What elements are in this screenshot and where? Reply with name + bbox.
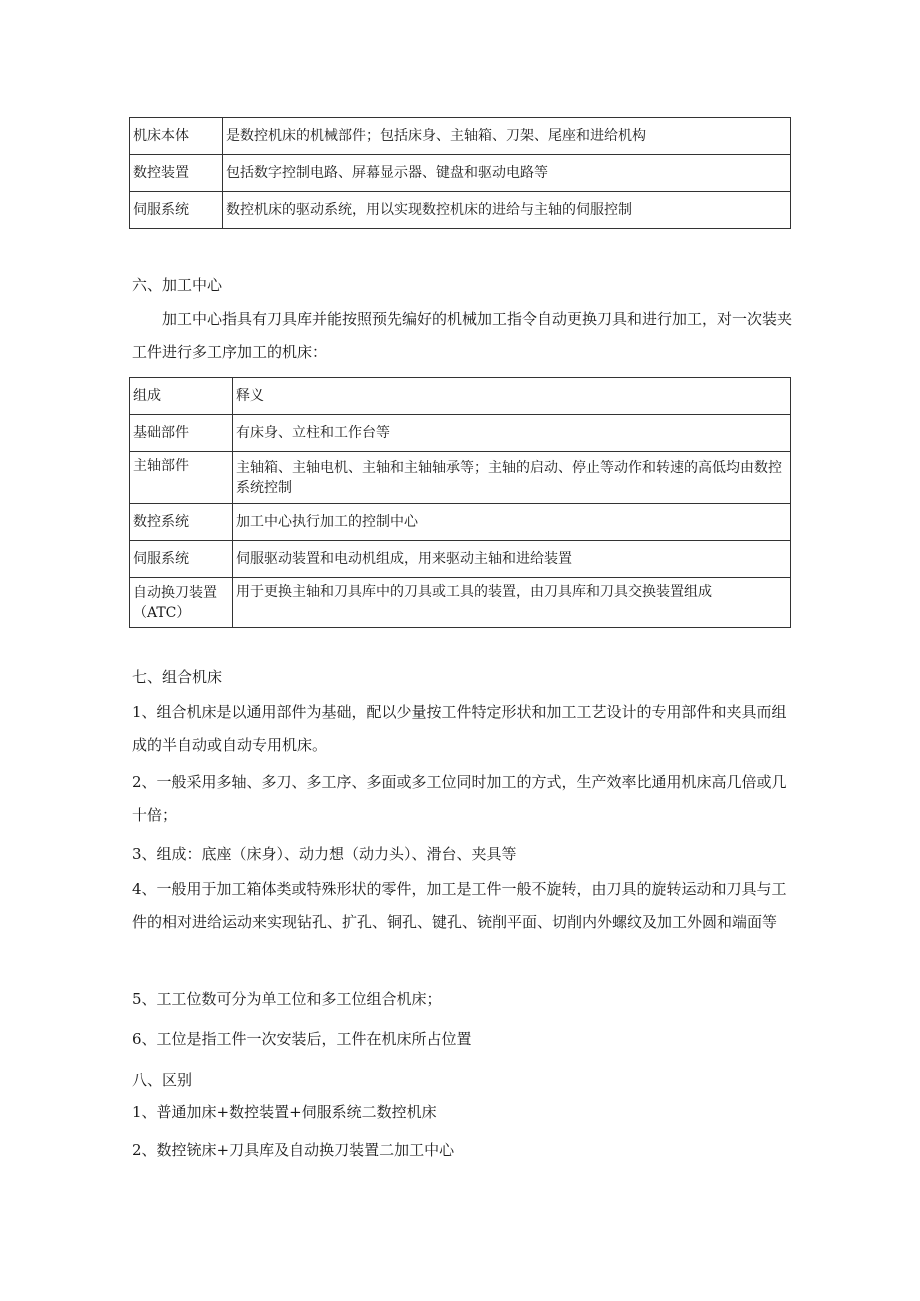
table-cell-desc: 有床身、立柱和工作台等 xyxy=(233,415,791,452)
table-row xyxy=(130,192,791,229)
table-cell-name: 主轴部件 xyxy=(130,452,233,504)
table-header-row xyxy=(130,378,791,415)
section-7-item: 2、一般采用多轴、多刀、多工序、多面或多工位同时加工的方式，生产效率比通用机床高几倍或几十倍； xyxy=(132,773,787,824)
section-7-item: 1、组合机床是以通用部件为基础，配以少量按工件特定形状和加工工艺设计的专用部件和夹具而组成的半自动或自动专用机床。 xyxy=(132,703,787,754)
table-row xyxy=(130,118,791,155)
section-8-heading: 八、区别 xyxy=(132,1071,193,1089)
section-8-item: 2、数控铳床+刀具库及自动换刀装置二加工中心 xyxy=(132,1141,455,1159)
table-cell-desc: 主轴箱、主轴电机、主轴和主轴轴承等；主轴的启动、停止等动作和转速的高低均由数控系统控制 xyxy=(233,452,791,504)
table-header-desc: 释义 xyxy=(233,378,791,415)
table-cell-desc: 伺服驱动装置和电动机组成，用来驱动主轴和进给装置 xyxy=(233,541,791,578)
table-cell-name: 数控装置 xyxy=(130,155,223,192)
table-cell-name: 自动换刀装置（ATC） xyxy=(130,578,233,628)
table-cell-name: 基础部件 xyxy=(130,415,233,452)
section-8-item: 1、普通加床+数控装置+伺服系统二数控机床 xyxy=(132,1103,437,1121)
table-cell-desc: 加工中心执行加工的控制中心 xyxy=(233,504,791,541)
section-7-item: 4、一般用于加工箱体类或特殊形状的零件，加工是工件一般不旋转，由刀具的旋转运动和刀具与工件的相对进给运动来实现钻孔、扩孔、铜孔、键孔、铳削平面、切削内外螺纹及加工外圆和端面等 xyxy=(132,880,787,931)
section-7-item: 6、工位是指工件一次安装后，工件在机床所占位置 xyxy=(132,1030,472,1048)
section-7-item: 3、组成：底座（床身）、动力想（动力头）、滑台、夹具等 xyxy=(132,845,517,863)
table-cell-name: 机床本体 xyxy=(130,118,223,155)
section-7-heading: 七、组合机床 xyxy=(132,668,223,686)
table-cell-desc: 是数控机床的机械部件；包括床身、主轴箱、刀架、尾座和进给机构 xyxy=(223,118,791,155)
table-row xyxy=(130,541,791,578)
section-6-heading: 六、加工中心 xyxy=(132,276,223,294)
machining-center-table xyxy=(129,377,791,628)
section-6-intro: 加工中心指具有刀具库并能按照预先编好的机械加工指令自动更换刀具和进行加工，对一次装夹工件进行多工序加工的机床： xyxy=(132,310,793,361)
table-header-name: 组成 xyxy=(130,378,233,415)
table-row xyxy=(130,504,791,541)
table-cell-desc: 用于更换主轴和刀具库中的刀具或工具的装置，由刀具库和刀具交换装置组成 xyxy=(233,578,791,628)
table-row xyxy=(130,452,791,504)
table-row xyxy=(130,415,791,452)
table-cell-desc: 包括数字控制电路、屏幕显示器、键盘和驱动电路等 xyxy=(223,155,791,192)
table-row xyxy=(130,578,791,628)
cnc-components-table xyxy=(129,117,791,229)
table-cell-desc: 数控机床的驱动系统，用以实现数控机床的进给与主轴的伺服控制 xyxy=(223,192,791,229)
table-row xyxy=(130,155,791,192)
table-cell-name: 伺服系统 xyxy=(130,541,233,578)
section-7-item: 5、工工位数可分为单工位和多工位组合机床； xyxy=(132,990,442,1008)
table-cell-name: 数控系统 xyxy=(130,504,233,541)
table-cell-name: 伺服系统 xyxy=(130,192,223,229)
